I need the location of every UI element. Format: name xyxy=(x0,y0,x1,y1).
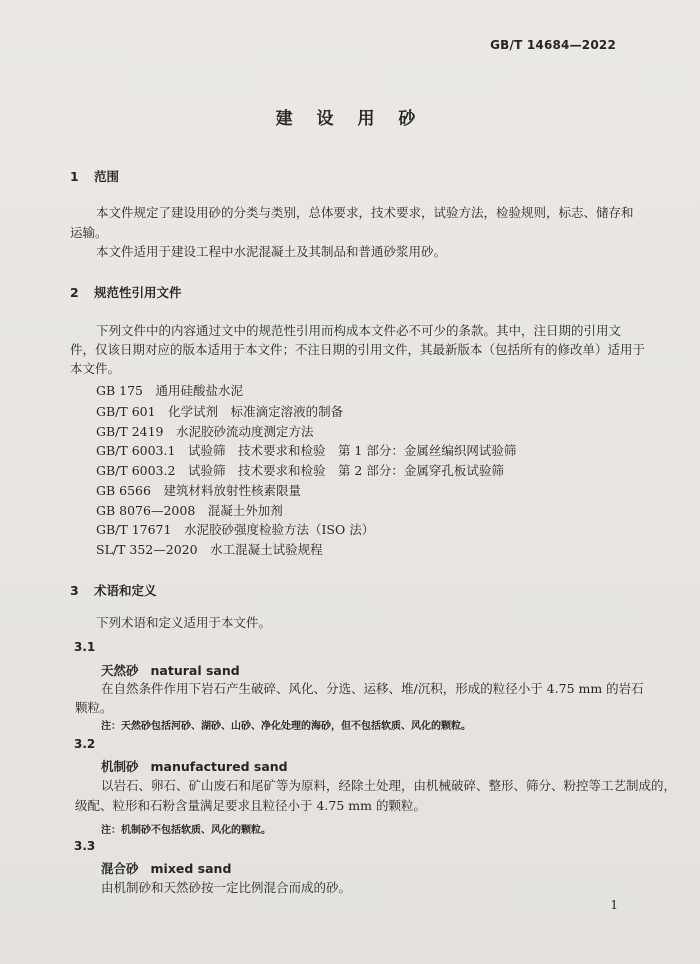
paragraph: 运输。 xyxy=(70,225,108,240)
paragraph: 本文件规定了建设用砂的分类与类别，总体要求，技术要求，试验方法，检验规则，标志、储存和 xyxy=(96,205,634,220)
term-zh: 混合砂 xyxy=(101,861,139,876)
reference-title: 水泥胶砂流动度测定方法 xyxy=(176,424,314,439)
section-3-heading xyxy=(70,581,157,599)
term-definition: 颗粒。 xyxy=(75,700,113,715)
reference-code: SL/T 352—2020 xyxy=(96,542,198,557)
reference-title: 通用硅酸盐水泥 xyxy=(155,383,244,398)
reference-title: 化学试剂 标准滴定溶液的制备 xyxy=(168,404,344,419)
reference-item xyxy=(96,381,243,399)
term-note: 注：机制砂不包括软质、风化的颗粒。 xyxy=(101,825,271,836)
term-heading xyxy=(101,859,231,877)
reference-code: GB 6566 xyxy=(96,483,151,498)
paragraph: 件，仅该日期对应的版本适用于本文件；不注日期的引用文件，其最新版本（包括所有的修改单）适用于 xyxy=(70,342,646,357)
reference-code: GB/T 6003.1 xyxy=(96,443,176,458)
term-zh: 机制砂 xyxy=(101,759,139,774)
paragraph: 下列文件中的内容通过文中的规范性引用而构成本文件必不可少的条款。其中，注日期的引用文 xyxy=(96,323,622,338)
term-definition: 级配、粒形和石粉含量满足要求且粒径小于 4.75 mm 的颗粒。 xyxy=(75,798,426,813)
section-number: 3 xyxy=(70,583,79,598)
page-number: 1 xyxy=(610,898,618,912)
term-definition: 以岩石、卵石、矿山废石和尾矿等为原料，经除土处理，由机械破碎、整形、筛分、粉控等工艺制成的， xyxy=(101,778,677,793)
reference-title: 混凝土外加剂 xyxy=(207,503,283,518)
reference-item xyxy=(96,422,314,440)
term-note: 注：天然砂包括河砂、湖砂、山砂、净化处理的海砂，但不包括软质、风化的颗粒。 xyxy=(101,721,471,732)
reference-title: 试验筛 技术要求和检验 第 2 部分：金属穿孔板试验筛 xyxy=(187,463,504,478)
reference-item xyxy=(96,501,283,519)
document-title: 建 设 用 砂 xyxy=(275,109,425,129)
reference-title: 水泥胶砂强度检验方法（ISO 法） xyxy=(183,522,375,537)
term-en: natural sand xyxy=(150,663,240,678)
reference-item xyxy=(96,402,343,420)
paragraph: 下列术语和定义适用于本文件。 xyxy=(96,615,272,630)
reference-title: 水工混凝土试验规程 xyxy=(210,542,323,557)
term-definition: 在自然条件作用下岩石产生破碎、风化、分选、运移、堆/沉积，形成的粒径小于 4.75 mm 的岩石 xyxy=(101,681,644,696)
reference-code: GB/T 6003.2 xyxy=(96,463,176,478)
reference-code: GB/T 601 xyxy=(96,404,156,419)
reference-item xyxy=(96,540,323,558)
section-title: 规范性引用文件 xyxy=(94,285,182,300)
reference-code: GB/T 17671 xyxy=(96,522,172,537)
paragraph: 本文件适用于建设工程中水泥混凝土及其制品和普通砂浆用砂。 xyxy=(96,244,447,259)
term-number: 3.2 xyxy=(74,737,96,751)
standard-id: GB/T 14684—2022 xyxy=(490,38,616,52)
term-zh: 天然砂 xyxy=(101,663,139,678)
term-number: 3.1 xyxy=(74,640,96,654)
section-number: 2 xyxy=(70,285,79,300)
reference-title: 试验筛 技术要求和检验 第 1 部分：金属丝编织网试验筛 xyxy=(187,443,517,458)
reference-item xyxy=(96,461,504,479)
section-2-heading xyxy=(70,283,182,301)
reference-item xyxy=(96,520,374,538)
reference-title: 建筑材料放射性核素限量 xyxy=(163,483,301,498)
reference-item xyxy=(96,481,301,499)
reference-code: GB/T 2419 xyxy=(96,424,164,439)
paragraph: 本文件。 xyxy=(70,361,121,376)
term-definition: 由机制砂和天然砂按一定比例混合而成的砂。 xyxy=(101,880,352,895)
term-en: mixed sand xyxy=(150,861,232,876)
section-title: 范围 xyxy=(94,169,120,184)
reference-item xyxy=(96,441,516,459)
reference-code: GB 8076—2008 xyxy=(96,503,196,518)
reference-code: GB 175 xyxy=(96,383,144,398)
term-heading xyxy=(101,757,288,775)
section-number: 1 xyxy=(70,169,79,184)
term-number: 3.3 xyxy=(74,839,96,853)
section-1-heading xyxy=(70,167,119,185)
section-title: 术语和定义 xyxy=(94,583,157,598)
term-en: manufactured sand xyxy=(150,759,288,774)
